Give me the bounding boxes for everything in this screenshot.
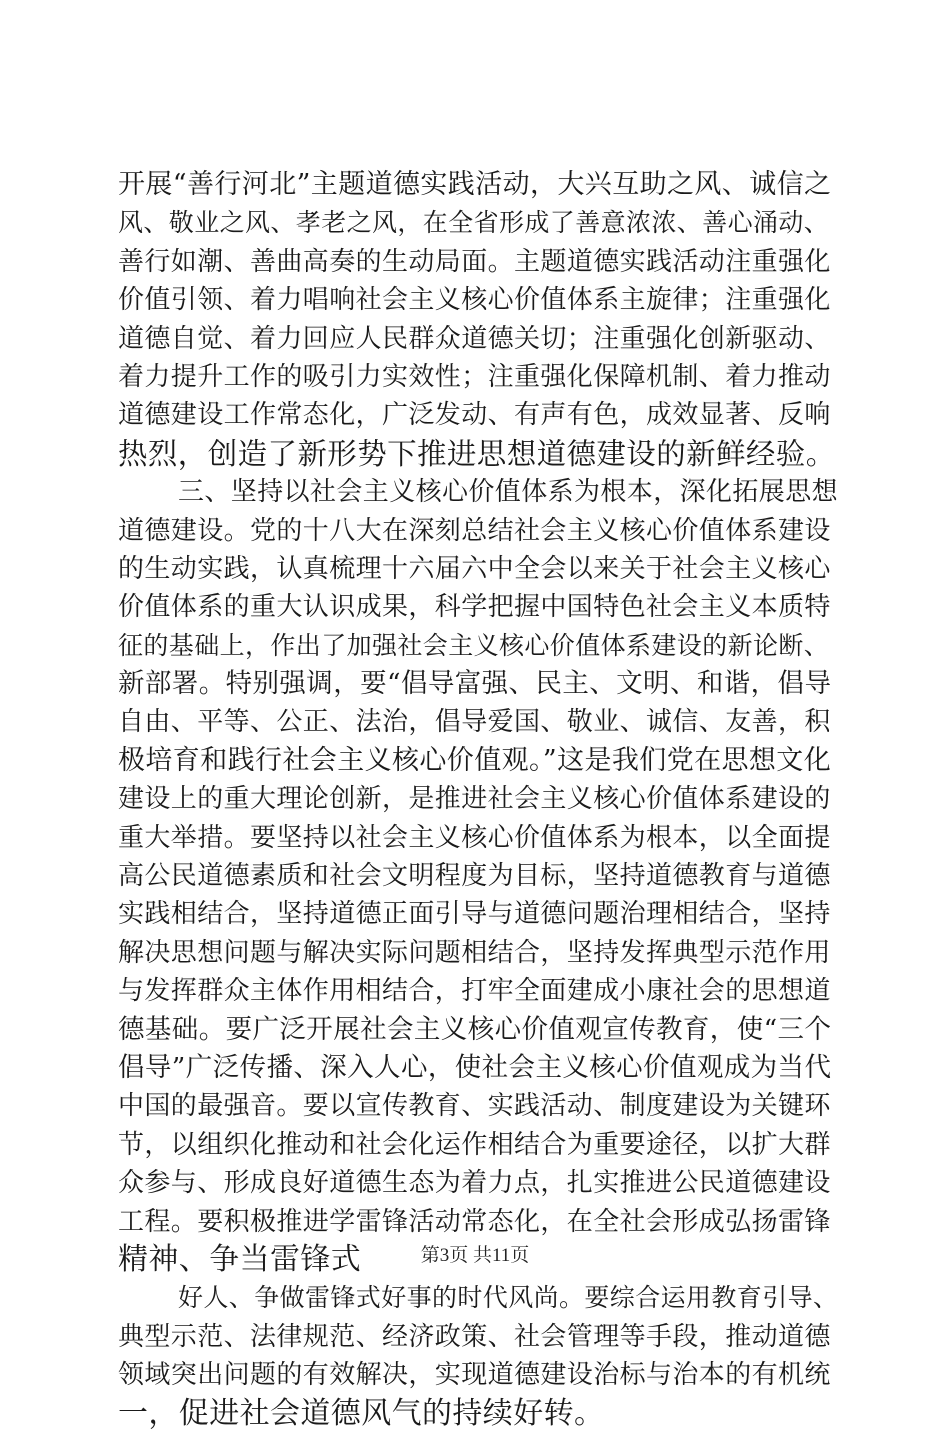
- text-line: 征的基础上，作出了加强社会主义核心价值体系建设的新论断、: [118, 630, 830, 660]
- text-line: 开展“善行河北”主题道德实践活动，大兴互助之风、诚信之: [118, 169, 832, 200]
- text-line: 节，以组织化推动和社会化运作相结合为重要途径，以扩大群: [118, 1129, 831, 1160]
- text-line: 道德建设工作常态化，广泛发动、有声有色，成效显著、反响: [118, 400, 831, 431]
- text-line: 工程。要积极推进学雷锋活动常态化，在全社会形成弘扬雷锋: [118, 1206, 831, 1237]
- text-line: 好人、争做雷锋式好事的时代风尚。要综合运用教育引导、: [178, 1283, 839, 1313]
- text-line: 与发挥群众主体作用相结合，打牢全面建成小康社会的思想道: [118, 976, 831, 1007]
- text-line: 道德自觉、着力回应人民群众道德关切；注重强化创新驱动、: [118, 323, 831, 354]
- text-line: 领域突出问题的有效解决，实现道德建设治标与治本的有机统: [118, 1360, 831, 1391]
- text-line: 中国的最强音。要以宣传教育、实践活动、制度建设为关键环: [118, 1091, 831, 1122]
- text-line: 的生动实践，认真梳理十六届六中全会以来关于社会主义核心: [118, 553, 831, 584]
- text-line: 道德建设。党的十八大在深刻总结社会主义核心价值体系建设: [118, 515, 831, 546]
- text-line: 建设上的重大理论创新，是推进社会主义核心价值体系建设的: [118, 784, 831, 815]
- page-footer: 第3页 共11页: [420, 1245, 530, 1266]
- text-line: 重大举措。要坚持以社会主义核心价值体系为根本，以全面提: [118, 822, 831, 853]
- text-line: 德基础。要广泛开展社会主义核心价值观宣传教育，使“三个: [118, 1013, 832, 1045]
- text-line: 倡导”广泛传播、深入人心，使社会主义核心价值观成为当代: [118, 1051, 832, 1083]
- text-line: 风、敬业之风、孝老之风，在全省形成了善意浓浓、善心涌动、: [118, 208, 830, 238]
- text-line: 众参与、形成良好道德生态为着力点，扎实推进公民道德建设: [118, 1168, 831, 1199]
- text-line: 价值引领、着力唱响社会主义核心价值体系主旋律；注重强化: [118, 285, 831, 316]
- text-line: 着力提升工作的吸引力实效性；注重强化保障机制、着力推动: [118, 361, 831, 392]
- text-line: 热烈，创造了新形势下推进思想道德建设的新鲜经验。: [118, 436, 836, 471]
- text-line: 价值体系的重大认识成果，科学把握中国特色社会主义本质特: [118, 592, 831, 623]
- text-line: 善行如潮、善曲高奏的生动局面。主题道德实践活动注重强化: [118, 246, 831, 277]
- text-line: 新部署。特别强调，要“倡导富强、民主、文明、和谐，倡导: [118, 668, 832, 700]
- text-line: 实践相结合，坚持道德正面引导与道德问题治理相结合，坚持: [118, 899, 831, 930]
- text-line: 精神、争当雷锋式: [118, 1241, 362, 1277]
- text-line: 高公民道德素质和社会文明程度为目标，坚持道德教育与道德: [118, 861, 831, 892]
- text-line: 极培育和践行社会主义核心价值观。”这是我们党在思想文化: [118, 744, 832, 776]
- text-line: 解决思想问题与解决实际问题相结合，坚持发挥典型示范作用: [118, 937, 831, 968]
- text-line: 一，促进社会道德风气的持续好转。: [118, 1395, 605, 1431]
- text-line: 典型示范、法律规范、经济政策、社会管理等手段，推动道德: [118, 1321, 831, 1352]
- text-line: 自由、平等、公正、法治，倡导爱国、敬业、诚信、友善，积: [118, 707, 831, 738]
- text-line: 三、坚持以社会主义核心价值体系为根本，深化拓展思想: [178, 477, 839, 508]
